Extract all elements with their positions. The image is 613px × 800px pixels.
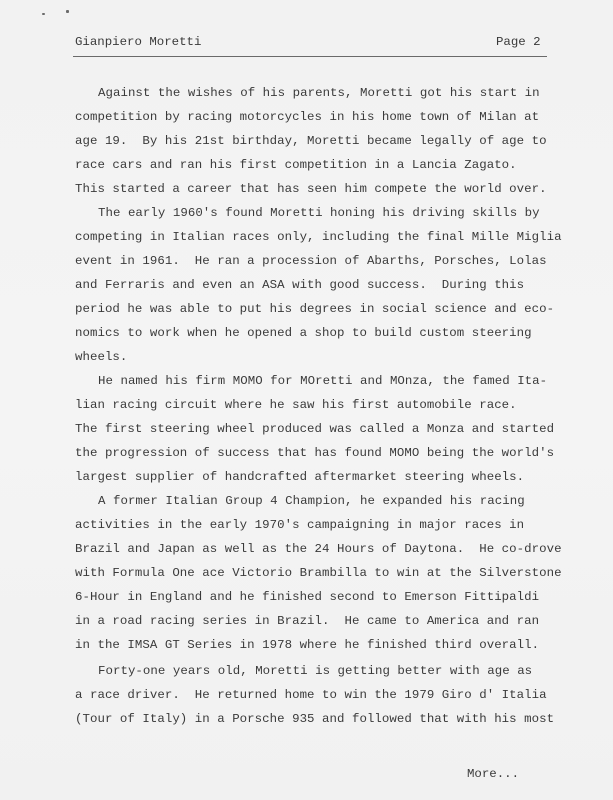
body-line: with Formula One ace Victorio Brambilla to win at the Silverstone bbox=[75, 566, 562, 580]
body-line: in the IMSA GT Series in 1978 where he finished third overall. bbox=[75, 638, 540, 652]
body-line: competing in Italian races only, including the final Mille Miglia bbox=[75, 230, 562, 244]
paper-speck bbox=[42, 13, 45, 15]
continuation-note: More... bbox=[467, 767, 520, 781]
body-line: competition by racing motorcycles in his home town of Milan at bbox=[75, 110, 540, 124]
body-line: Forty-one years old, Moretti is getting better with age as bbox=[98, 664, 533, 678]
body-line: A former Italian Group 4 Champion, he expanded his racing bbox=[98, 494, 525, 508]
header-author-name: Gianpiero Moretti bbox=[75, 35, 202, 49]
body-line: a race driver. He returned home to win the 1979 Giro d' Italia bbox=[75, 688, 547, 702]
body-line: largest supplier of handcrafted aftermarket steering wheels. bbox=[75, 470, 525, 484]
body-line: This started a career that has seen him compete the world over. bbox=[75, 182, 547, 196]
body-line: in a road racing series in Brazil. He came to America and ran bbox=[75, 614, 540, 628]
body-line: (Tour of Italy) in a Porsche 935 and followed that with his most bbox=[75, 712, 555, 726]
body-line: race cars and ran his first competition in a Lancia Zagato. bbox=[75, 158, 517, 172]
body-line: the progression of success that has found MOMO being the world's bbox=[75, 446, 555, 460]
body-line: activities in the early 1970's campaigning in major races in bbox=[75, 518, 525, 532]
body-line: and Ferraris and even an ASA with good success. During this bbox=[75, 278, 525, 292]
body-line: age 19. By his 21st birthday, Moretti became legally of age to bbox=[75, 134, 547, 148]
body-line: nomics to work when he opened a shop to build custom steering bbox=[75, 326, 532, 340]
body-line: 6-Hour in England and he finished second to Emerson Fittipaldi bbox=[75, 590, 540, 604]
body-line: event in 1961. He ran a procession of Abarths, Porsches, Lolas bbox=[75, 254, 547, 268]
body-line: period he was able to put his degrees in social science and eco- bbox=[75, 302, 555, 316]
header-rule bbox=[73, 56, 547, 57]
body-line: He named his firm MOMO for MOretti and MOnza, the famed Ita- bbox=[98, 374, 548, 388]
body-line: Against the wishes of his parents, Moretti got his start in bbox=[98, 86, 540, 100]
header-page-number: Page 2 bbox=[496, 35, 541, 49]
body-line: lian racing circuit where he saw his first automobile race. bbox=[75, 398, 517, 412]
body-line: The early 1960's found Moretti honing his driving skills by bbox=[98, 206, 540, 220]
body-line: wheels. bbox=[75, 350, 128, 364]
body-line: The first steering wheel produced was called a Monza and started bbox=[75, 422, 555, 436]
body-line: Brazil and Japan as well as the 24 Hours of Daytona. He co-drove bbox=[75, 542, 562, 556]
paper-speck bbox=[66, 10, 69, 13]
